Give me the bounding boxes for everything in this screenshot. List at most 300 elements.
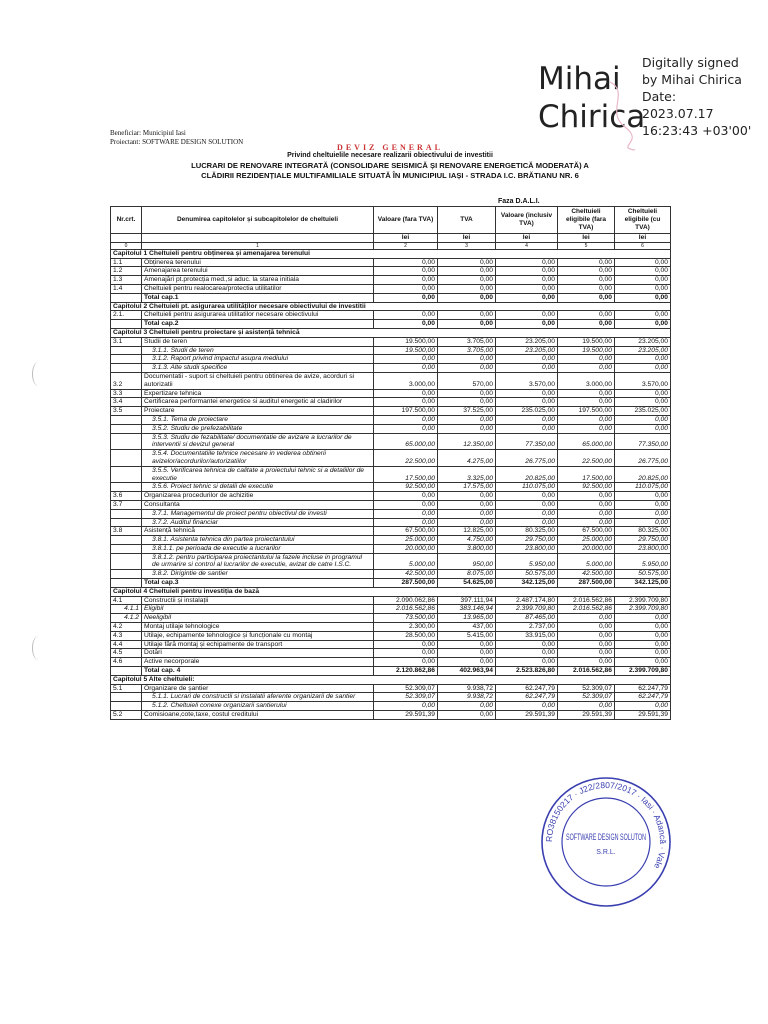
value-cell: 0,00: [374, 389, 438, 398]
value-cell: 0,00: [438, 267, 496, 276]
row-number: 3.1: [111, 337, 142, 346]
row-number: 2.1.: [111, 311, 142, 320]
value-cell: 42.500,00: [374, 570, 438, 579]
row-number: 4.4: [111, 640, 142, 649]
value-cell: 0,00: [438, 364, 496, 373]
table-row: [111, 398, 671, 407]
value-cell: 29.750,00: [615, 536, 671, 545]
value-cell: 0,00: [438, 711, 496, 720]
value-cell: 235.025,00: [615, 407, 671, 416]
row-number: [111, 320, 142, 329]
value-cell: 65.000,00: [374, 433, 438, 450]
value-cell: 62.247,79: [615, 693, 671, 702]
budget-table: [110, 206, 671, 720]
table-row: [111, 337, 671, 346]
value-cell: 5.000,00: [558, 553, 615, 570]
signature-line: Date:: [642, 89, 677, 104]
value-cell: 67.500,00: [558, 527, 615, 536]
table-row: [111, 311, 671, 320]
value-cell: 20.825,00: [496, 466, 558, 483]
value-cell: 0,00: [438, 424, 496, 433]
value-cell: 22.500,00: [558, 450, 615, 467]
row-description: Amenajări pt.protecția med.,si aduc. la starea initiala: [142, 276, 374, 285]
value-cell: 0,00: [615, 389, 671, 398]
row-description: Cheltuieli pentru realocarea/protectia utilitatilor: [142, 284, 374, 293]
row-description: Studii de teren: [142, 337, 374, 346]
row-description: 3.5.5. Verificarea tehnica de calitate a proiectului tehnic si a detaliilor de executie: [142, 466, 374, 483]
value-cell: 0,00: [438, 702, 496, 711]
value-cell: 0,00: [558, 518, 615, 527]
value-cell: 2.737,00: [496, 623, 558, 632]
table-row: [111, 355, 671, 364]
table-row: [111, 500, 671, 509]
row-number: 3.3: [111, 389, 142, 398]
row-description: 3.1.3. Alte studii specifice: [142, 364, 374, 373]
row-description: 3.7.2. Auditul financiar: [142, 518, 374, 527]
table-header-row: [111, 207, 671, 234]
value-cell: 9.938,72: [438, 693, 496, 702]
value-cell: 287.500,00: [558, 579, 615, 588]
chapter-title: Capitolul 5 Alte cheltuieli:: [111, 675, 671, 684]
value-cell: 383.146,94: [438, 605, 496, 614]
value-cell: 0,00: [496, 398, 558, 407]
column-header: TVA: [438, 207, 496, 234]
value-cell: 0,00: [496, 640, 558, 649]
row-description: Neeligibil: [142, 614, 374, 623]
value-cell: 29.591,39: [558, 711, 615, 720]
value-cell: 0,00: [438, 415, 496, 424]
value-cell: 0,00: [615, 702, 671, 711]
row-number: [111, 702, 142, 711]
value-cell: 0,00: [615, 424, 671, 433]
value-cell: 0,00: [496, 389, 558, 398]
table-row: [111, 492, 671, 501]
value-cell: 0,00: [374, 311, 438, 320]
value-cell: 0,00: [615, 284, 671, 293]
row-number: 3.6: [111, 492, 142, 501]
row-description: Total cap.1: [142, 293, 374, 302]
value-cell: 13.965,00: [438, 614, 496, 623]
table-row: [111, 509, 671, 518]
chapter-row: [111, 328, 671, 337]
value-cell: 37.525,00: [438, 407, 496, 416]
row-description: 3.5.2. Studiu de prefezabilitate: [142, 424, 374, 433]
table-row: [111, 596, 671, 605]
phase-label: Faza D.A.L.I.: [498, 198, 540, 205]
row-number: 3.4: [111, 398, 142, 407]
unit-cell: lei: [496, 234, 558, 243]
scan-artifact: [32, 636, 45, 660]
row-description: Expertizare tehnica: [142, 389, 374, 398]
value-cell: 12.825,00: [438, 527, 496, 536]
value-cell: 0,00: [496, 311, 558, 320]
row-description: 3.8.2. Dirigintie de santier: [142, 570, 374, 579]
value-cell: 54.625,00: [438, 579, 496, 588]
chapter-title: Capitolul 2 Cheltuieli pt. asigurarea utilităților necesare obiectivului de investitii: [111, 302, 671, 311]
value-cell: 42.500,00: [558, 570, 615, 579]
table-row: [111, 553, 671, 570]
value-cell: 0,00: [615, 658, 671, 667]
table-row: [111, 649, 671, 658]
row-description: Dotări: [142, 649, 374, 658]
table-row: [111, 640, 671, 649]
column-header: Valoare (inclusiv TVA): [496, 207, 558, 234]
value-cell: 0,00: [496, 355, 558, 364]
total-row: [111, 579, 671, 588]
value-cell: 2.399.709,80: [615, 605, 671, 614]
value-cell: 0,00: [558, 320, 615, 329]
table-row: [111, 711, 671, 720]
value-cell: 2.523.826,80: [496, 667, 558, 676]
table-row: [111, 466, 671, 483]
value-cell: 0,00: [374, 500, 438, 509]
stamp-company: SOFTWARE DESIGN SOLUTON: [566, 832, 646, 842]
value-cell: 0,00: [558, 640, 615, 649]
column-header: Cheltuieli eligibile (cu TVA): [615, 207, 671, 234]
table-row: [111, 658, 671, 667]
value-cell: 0,00: [558, 631, 615, 640]
value-cell: 0,00: [558, 649, 615, 658]
row-description: 3.1.1. Studii de teren: [142, 346, 374, 355]
stamp-srl: S.R.L.: [596, 849, 616, 856]
signature-details: [642, 54, 751, 139]
value-cell: 570,00: [438, 372, 496, 389]
row-description: 3.8.1.2. pentru participarea proiectantului la fazele incluse in programul de urmarire si control al lucrarilor de executie, avizat de catre I.S.C.: [142, 553, 374, 570]
value-cell: 2.300,00: [374, 623, 438, 632]
row-number: 5.2: [111, 711, 142, 720]
value-cell: 0,00: [558, 284, 615, 293]
row-number: [111, 355, 142, 364]
value-cell: 0,00: [438, 640, 496, 649]
table-row: [111, 693, 671, 702]
value-cell: 197.500,00: [558, 407, 615, 416]
value-cell: 50.575,00: [615, 570, 671, 579]
value-cell: 20.000,00: [558, 544, 615, 553]
row-number: 3.8: [111, 527, 142, 536]
value-cell: 0,00: [615, 398, 671, 407]
row-number: 3.2: [111, 372, 142, 389]
table-row: [111, 415, 671, 424]
table-row: [111, 276, 671, 285]
project-title: [110, 161, 670, 180]
value-cell: 19.500,00: [374, 346, 438, 355]
value-cell: 52.309,07: [374, 693, 438, 702]
value-cell: 0,00: [496, 518, 558, 527]
column-header: Denumirea capitolelor și subcapitolelor de cheltuieli: [142, 207, 374, 234]
value-cell: 0,00: [374, 658, 438, 667]
chapter-title: Capitolul 4 Cheltuieli pentru investiția de bază: [111, 587, 671, 596]
row-description: 5.1.1. Lucrari de constructii si instalatii aferente organizarii de santier: [142, 693, 374, 702]
total-row: [111, 320, 671, 329]
row-description: Asistență tehnică: [142, 527, 374, 536]
value-cell: 0,00: [374, 355, 438, 364]
company-stamp: [538, 774, 674, 910]
row-number: [111, 433, 142, 450]
signature-line: by Mihai Chirica: [642, 72, 742, 87]
value-cell: 0,00: [615, 258, 671, 267]
value-cell: 52.309,07: [558, 693, 615, 702]
value-cell: 0,00: [438, 276, 496, 285]
row-number: [111, 450, 142, 467]
value-cell: 20.000,00: [374, 544, 438, 553]
value-cell: 0,00: [615, 500, 671, 509]
value-cell: 0,00: [615, 276, 671, 285]
value-cell: 52.309,07: [374, 684, 438, 693]
value-cell: 5.415,00: [438, 631, 496, 640]
column-header: Valoare (fara TVA): [374, 207, 438, 234]
value-cell: 2.016.562,86: [558, 667, 615, 676]
value-cell: 25.000,00: [558, 536, 615, 545]
value-cell: 0,00: [615, 631, 671, 640]
value-cell: 77.350,00: [615, 433, 671, 450]
value-cell: 0,00: [374, 649, 438, 658]
value-cell: 20.825,00: [615, 466, 671, 483]
value-cell: 4.275,00: [438, 450, 496, 467]
row-number: [111, 466, 142, 483]
signature-swirl-icon: [600, 72, 640, 152]
value-cell: 0,00: [558, 267, 615, 276]
row-number: [111, 364, 142, 373]
value-cell: 437,00: [438, 623, 496, 632]
unit-cell: lei: [374, 234, 438, 243]
row-description: Eligibil: [142, 605, 374, 614]
value-cell: 0,00: [558, 614, 615, 623]
value-cell: 0,00: [438, 398, 496, 407]
value-cell: 28.500,00: [374, 631, 438, 640]
table-row: [111, 364, 671, 373]
project-title-line: CLĂDIRII REZIDENȚIALE MULTIFAMILIALE SITUATĂ ÎN MUNICIPIUL IAȘI - STRADA I.C. BRĂTIANU NR. 6: [201, 170, 579, 180]
row-description: 3.5.6. Proiect tehnic si detalii de executie: [142, 483, 374, 492]
row-description: 3.5.1. Tema de proiectare: [142, 415, 374, 424]
row-description: Total cap. 4: [142, 667, 374, 676]
index-cell: 1: [142, 242, 374, 249]
signature-line: 2023.07.17: [642, 106, 714, 121]
value-cell: 23.205,00: [496, 346, 558, 355]
row-description: Montaj utilaje tehnologice: [142, 623, 374, 632]
value-cell: 0,00: [496, 415, 558, 424]
value-cell: 402.963,94: [438, 667, 496, 676]
value-cell: 26.775,00: [615, 450, 671, 467]
index-cell: 6: [615, 242, 671, 249]
value-cell: 87.465,00: [496, 614, 558, 623]
value-cell: 19.500,00: [558, 346, 615, 355]
row-description: Amenajarea terenului: [142, 267, 374, 276]
table-row: [111, 702, 671, 711]
table-row: [111, 433, 671, 450]
row-description: Cheltuieli pentru asigurarea utilitatilor necesare obiectivului: [142, 311, 374, 320]
value-cell: 23.800,00: [615, 544, 671, 553]
value-cell: 2.487.174,80: [496, 596, 558, 605]
value-cell: 19.500,00: [558, 337, 615, 346]
value-cell: 17.575,00: [438, 483, 496, 492]
value-cell: 0,00: [615, 311, 671, 320]
row-number: [111, 293, 142, 302]
value-cell: 2.016.562,86: [558, 596, 615, 605]
row-description: 3.1.2. Raport privind impactul asupra mediului: [142, 355, 374, 364]
value-cell: 0,00: [374, 267, 438, 276]
row-description: 3.8.1.1. pe perioada de executie a lucrarilor: [142, 544, 374, 553]
value-cell: 25.000,00: [374, 536, 438, 545]
value-cell: 29.591,39: [374, 711, 438, 720]
value-cell: 5.950,00: [615, 553, 671, 570]
value-cell: 0,00: [558, 276, 615, 285]
row-number: [111, 424, 142, 433]
row-description: 3.8.1. Asistenta tehnica din partea proiectantului: [142, 536, 374, 545]
scan-artifact: [32, 362, 45, 386]
column-header: Nr.crt.: [111, 207, 142, 234]
row-number: 3.7: [111, 500, 142, 509]
unit-cell: lei: [558, 234, 615, 243]
value-cell: 0,00: [615, 509, 671, 518]
signature-name-first: Mihai: [538, 61, 621, 97]
units-row: [111, 234, 671, 243]
value-cell: 0,00: [496, 364, 558, 373]
unit-cell: lei: [615, 234, 671, 243]
value-cell: 0,00: [615, 649, 671, 658]
value-cell: 0,00: [558, 355, 615, 364]
value-cell: 0,00: [374, 492, 438, 501]
value-cell: 80.325,00: [496, 527, 558, 536]
value-cell: 3.325,00: [438, 466, 496, 483]
value-cell: 65.000,00: [558, 433, 615, 450]
value-cell: 29.591,39: [615, 711, 671, 720]
value-cell: 12.350,00: [438, 433, 496, 450]
value-cell: 3.800,00: [438, 544, 496, 553]
table-row: [111, 407, 671, 416]
value-cell: 0,00: [438, 258, 496, 267]
index-cell: 2: [374, 242, 438, 249]
signature-line: Digitally signed: [642, 55, 739, 70]
chapter-row: [111, 675, 671, 684]
row-number: 1.4: [111, 284, 142, 293]
row-number: 4.1.1: [111, 605, 142, 614]
unit-cell: [142, 234, 374, 243]
value-cell: 3.705,00: [438, 337, 496, 346]
table-row: [111, 258, 671, 267]
value-cell: 0,00: [496, 284, 558, 293]
value-cell: 0,00: [496, 276, 558, 285]
unit-cell: [111, 234, 142, 243]
value-cell: 17.500,00: [558, 466, 615, 483]
value-cell: 3.000,00: [374, 372, 438, 389]
value-cell: 0,00: [374, 509, 438, 518]
value-cell: 92.500,00: [374, 483, 438, 492]
table-row: [111, 536, 671, 545]
total-row: [111, 667, 671, 676]
value-cell: 0,00: [374, 702, 438, 711]
value-cell: 67.500,00: [374, 527, 438, 536]
value-cell: 0,00: [558, 702, 615, 711]
value-cell: 73.500,00: [374, 614, 438, 623]
signature-line: 16:23:43 +03'00': [642, 123, 752, 138]
project-title-line: LUCRARI DE RENOVARE INTEGRATĂ (CONSOLIDARE SEISMICĂ ȘI RENOVARE ENERGETICĂ MODERATĂ) A: [191, 161, 589, 170]
row-number: [111, 415, 142, 424]
row-description: Organizare de șantier: [142, 684, 374, 693]
value-cell: 0,00: [438, 658, 496, 667]
row-description: Utilaje, echipamente tehnologice și funcționale cu montaj: [142, 631, 374, 640]
value-cell: 0,00: [615, 415, 671, 424]
value-cell: 0,00: [496, 658, 558, 667]
value-cell: 17.500,00: [374, 466, 438, 483]
value-cell: 52.309,07: [558, 684, 615, 693]
beneficiary: Beneficiar: Municipiul Iasi: [110, 129, 186, 137]
value-cell: 23.205,00: [615, 346, 671, 355]
stamp-outer-ring: [542, 778, 670, 906]
value-cell: 3.570,00: [615, 372, 671, 389]
index-cell: 3: [438, 242, 496, 249]
column-header: Cheltuieli eligibile (fara TVA): [558, 207, 615, 234]
chapter-row: [111, 302, 671, 311]
value-cell: 23.205,00: [496, 337, 558, 346]
value-cell: 0,00: [615, 518, 671, 527]
value-cell: 0,00: [558, 424, 615, 433]
row-number: [111, 518, 142, 527]
value-cell: 22.500,00: [374, 450, 438, 467]
row-description: Comisioane,cote,taxe, costul creditului: [142, 711, 374, 720]
value-cell: 62.247,79: [615, 684, 671, 693]
signature-name-last: Chirica: [538, 99, 646, 135]
value-cell: 62.247,79: [496, 693, 558, 702]
value-cell: 0,00: [496, 702, 558, 711]
value-cell: 0,00: [496, 500, 558, 509]
index-cell: 4: [496, 242, 558, 249]
value-cell: 0,00: [438, 311, 496, 320]
total-row: [111, 293, 671, 302]
value-cell: 0,00: [558, 293, 615, 302]
row-number: 1.1: [111, 258, 142, 267]
value-cell: 29.750,00: [496, 536, 558, 545]
value-cell: 0,00: [615, 623, 671, 632]
unit-cell: lei: [438, 234, 496, 243]
value-cell: 0,00: [496, 649, 558, 658]
index-cell: 5: [558, 242, 615, 249]
column-index-row: [111, 242, 671, 249]
value-cell: 33.915,00: [496, 631, 558, 640]
value-cell: 2.016.562,86: [374, 605, 438, 614]
stamp-inner-ring: [562, 798, 650, 886]
value-cell: 23.800,00: [496, 544, 558, 553]
value-cell: 0,00: [558, 658, 615, 667]
value-cell: 92.500,00: [558, 483, 615, 492]
table-row: [111, 372, 671, 389]
row-description: Active necorporale: [142, 658, 374, 667]
value-cell: 0,00: [558, 258, 615, 267]
value-cell: 0,00: [438, 293, 496, 302]
value-cell: 4.750,00: [438, 536, 496, 545]
row-number: [111, 570, 142, 579]
row-description: Proiectare: [142, 407, 374, 416]
value-cell: 0,00: [496, 492, 558, 501]
chapter-row: [111, 249, 671, 258]
row-number: [111, 509, 142, 518]
value-cell: 0,00: [558, 398, 615, 407]
value-cell: 0,00: [615, 320, 671, 329]
table-row: [111, 527, 671, 536]
value-cell: 2.090.062,86: [374, 596, 438, 605]
value-cell: 0,00: [615, 640, 671, 649]
row-number: 4.1.2: [111, 614, 142, 623]
row-number: [111, 553, 142, 570]
row-number: 1.3: [111, 276, 142, 285]
value-cell: 3.705,00: [438, 346, 496, 355]
value-cell: 2.120.862,86: [374, 667, 438, 676]
table-row: [111, 389, 671, 398]
value-cell: 2.016.562,86: [558, 605, 615, 614]
value-cell: 0,00: [496, 267, 558, 276]
value-cell: 0,00: [558, 364, 615, 373]
row-description: Certificarea performantei energetice si auditul energetic al cladirilor: [142, 398, 374, 407]
row-number: [111, 579, 142, 588]
